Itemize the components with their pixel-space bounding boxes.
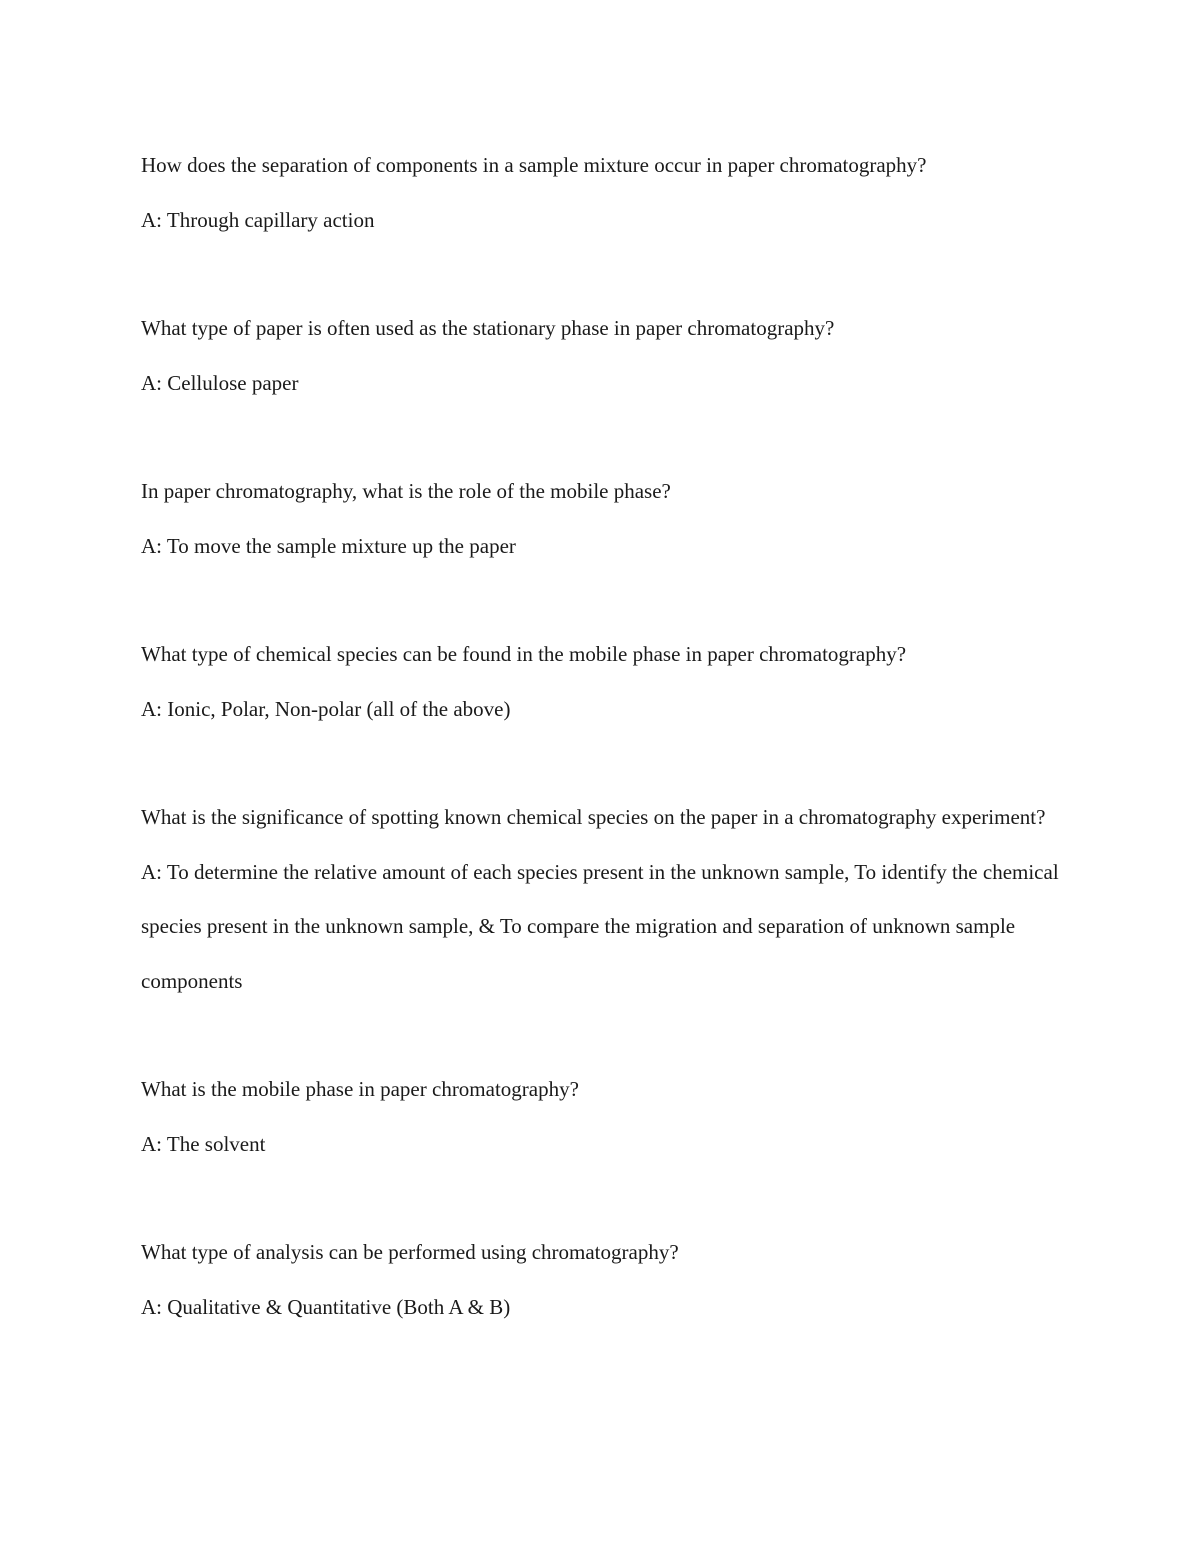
answer-text: A: Through capillary action [141,207,375,232]
answer-text: A: To move the sample mixture up the paper [141,533,516,558]
answer-text: A: Cellulose paper [141,370,299,395]
qa-item-2 [141,301,1071,410]
question-text: What type of paper is often used as the stationary phase in paper chromatography? [141,316,835,340]
document-body [141,138,1071,1388]
answer-text: A: Qualitative & Quantitative (Both A & B) [141,1294,511,1319]
question-text: What type of analysis can be performed using chromatography? [141,1240,679,1264]
answer-text: A: To determine the relative amount of each species present in the unknown sample, To identify the chemical species present in the unknown sample, & To compare the migration and separation of unknown sample components [141,859,1059,993]
qa-item-3 [141,464,1071,573]
qa-item-1 [141,138,1071,247]
qa-item-5 [141,790,1071,1008]
question-text: What is the significance of spotting known chemical species on the paper in a chromatography experiment? [141,805,1046,829]
question-text: What is the mobile phase in paper chromatography? [141,1077,579,1101]
question-text: What type of chemical species can be found in the mobile phase in paper chromatography? [141,642,907,666]
answer-text: A: Ionic, Polar, Non-polar (all of the above) [141,696,511,721]
question-text: In paper chromatography, what is the role of the mobile phase? [141,479,671,503]
qa-item-6 [141,1062,1071,1171]
qa-item-7 [141,1225,1071,1334]
qa-item-4 [141,627,1071,736]
answer-text: A: The solvent [141,1131,266,1156]
question-text: How does the separation of components in a sample mixture occur in paper chromatography? [141,153,927,177]
